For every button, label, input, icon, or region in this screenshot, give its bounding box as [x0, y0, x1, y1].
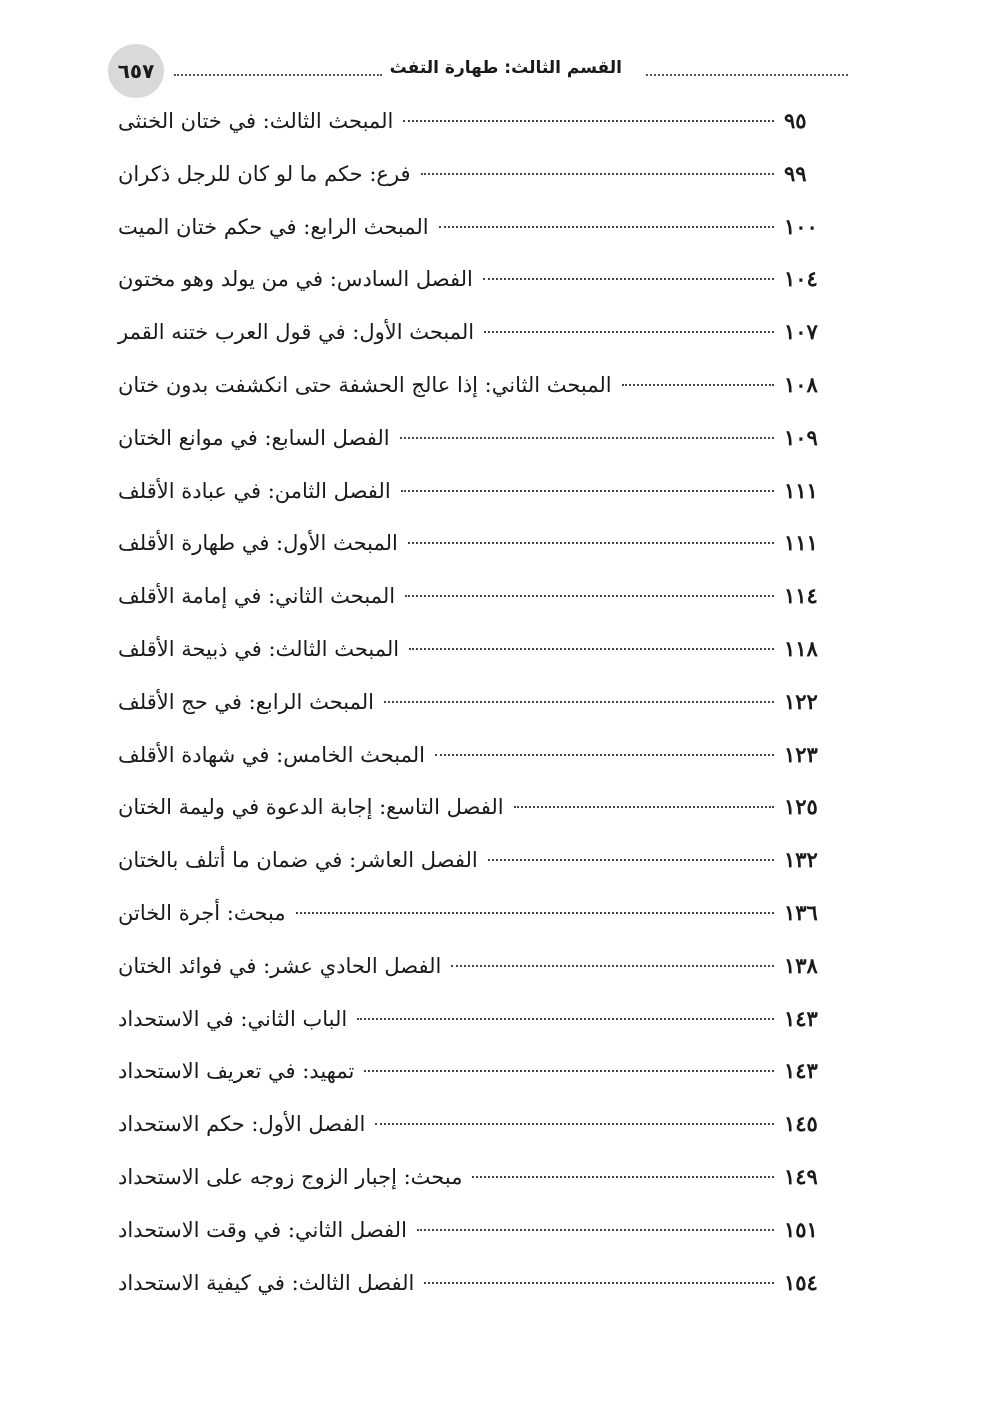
dot-leader	[484, 330, 774, 333]
dot-leader	[409, 647, 774, 650]
toc-entry-page-number: ١٢٣	[784, 741, 818, 767]
toc-entry	[118, 742, 828, 795]
dot-leader	[472, 1175, 774, 1178]
table-of-contents	[118, 108, 828, 1322]
dot-leader	[488, 858, 774, 861]
toc-entry	[118, 689, 828, 742]
dot-leader	[514, 805, 774, 808]
toc-entry-page-number: ١٣٦	[784, 899, 818, 925]
dot-leader	[384, 700, 774, 703]
toc-entry-page-number: ١٤٣	[784, 1005, 818, 1031]
toc-entry	[118, 1006, 828, 1059]
dot-leader	[451, 964, 774, 967]
toc-entry	[118, 794, 828, 847]
toc-entry-page-number: ١٣٨	[784, 952, 818, 978]
toc-entry-title: الفصل الثامن: في عبادة الأقلف	[118, 478, 391, 503]
toc-entry-title: المبحث الثاني: في إمامة الأقلف	[118, 584, 396, 609]
toc-entry	[118, 636, 828, 689]
dot-leader	[403, 119, 774, 122]
toc-entry-page-number: ١٤٩	[784, 1163, 818, 1189]
dot-leader	[364, 1069, 774, 1072]
toc-entry-title: المبحث الثالث: في ذبيحة الأقلف	[118, 636, 400, 661]
dot-leader	[401, 489, 774, 492]
dot-leader	[400, 436, 774, 439]
page-number-badge: ٦٥٧	[108, 44, 164, 98]
toc-entry-title: الباب الثاني: في الاستحداد	[118, 1006, 348, 1031]
toc-entry	[118, 161, 828, 214]
dot-leader	[424, 1281, 774, 1284]
toc-entry-title: المبحث الأول: في قول العرب ختنه القمر	[118, 320, 475, 345]
dot-leader	[405, 594, 774, 597]
toc-entry	[118, 478, 828, 531]
toc-entry-page-number: ١٠٤	[784, 266, 818, 292]
dot-leader	[421, 172, 774, 175]
dot-leader	[417, 1228, 774, 1231]
toc-entry	[118, 953, 828, 1006]
toc-entry-title: المبحث الأول: في طهارة الأقلف	[118, 531, 398, 556]
toc-entry-title: المبحث الثالث: في ختان الخنثى	[118, 109, 394, 133]
toc-entry	[118, 1058, 828, 1111]
toc-entry-title: المبحث الرابع: في حكم ختان الميت	[118, 214, 429, 239]
toc-entry	[118, 214, 828, 267]
running-header	[108, 44, 848, 98]
dot-leader	[483, 277, 774, 280]
dot-leader	[622, 383, 774, 386]
toc-entry	[118, 530, 828, 583]
toc-entry-title: الفصل الأول: حكم الاستحداد	[118, 1112, 366, 1137]
toc-entry	[118, 108, 828, 161]
toc-entry-title: مبحث: أجرة الخاتن	[118, 900, 286, 925]
toc-entry-page-number: ١٠٠	[784, 213, 818, 239]
toc-entry-title: تمهيد: في تعريف الاستحداد	[118, 1059, 355, 1084]
toc-entry-page-number: ١٤٣	[784, 1058, 818, 1084]
toc-entry-title: الفصل الحادي عشر: في فوائد الختان	[118, 953, 442, 978]
toc-entry-page-number: ١٠٩	[784, 424, 818, 450]
dot-leader	[439, 225, 774, 228]
dot-leader	[435, 753, 774, 756]
toc-entry-title: المبحث الثاني: إذا عالج الحشفة حتى انكشفت بدون ختان	[118, 372, 612, 397]
toc-entry-page-number: ١٠٨	[784, 371, 818, 397]
toc-entry	[118, 1217, 828, 1270]
toc-entry-page-number: ١١١	[784, 530, 818, 556]
dot-leader	[375, 1122, 774, 1125]
toc-entry	[118, 847, 828, 900]
toc-entry-page-number: ١١٨	[784, 635, 818, 661]
toc-entry	[118, 425, 828, 478]
toc-entry-title: الفصل السابع: في موانع الختان	[118, 425, 390, 450]
dot-leader	[408, 541, 774, 544]
toc-entry-title: مبحث: إجبار الزوج زوجه على الاستحداد	[118, 1164, 463, 1189]
toc-entry-page-number: ١١٤	[784, 583, 818, 609]
toc-entry	[118, 319, 828, 372]
toc-entry	[118, 372, 828, 425]
toc-entry-page-number: ١٥١	[784, 1216, 818, 1242]
dot-leader	[296, 911, 774, 914]
toc-entry-title: الفصل الثالث: في كيفية الاستحداد	[118, 1270, 415, 1295]
toc-entry-page-number: ١١١	[784, 477, 818, 503]
toc-entry	[118, 1111, 828, 1164]
toc-entry-title: الفصل التاسع: إجابة الدعوة في وليمة الختان	[118, 795, 504, 820]
header-title: القسم الثالث: طهارة التفث	[389, 58, 622, 78]
toc-entry	[118, 583, 828, 636]
dot-leader	[357, 1017, 774, 1020]
toc-entry-page-number: ٩٩	[784, 160, 807, 186]
toc-entry-page-number: ٩٥	[784, 108, 807, 133]
toc-entry-title: فرع: حكم ما لو كان للرجل ذكران	[118, 161, 411, 186]
toc-entry-title: الفصل السادس: في من يولد وهو مختون	[118, 267, 473, 292]
toc-entry-page-number: ١٣٢	[784, 847, 818, 873]
toc-entry-page-number: ١٥٤	[784, 1269, 818, 1295]
toc-entry-title: الفصل الثاني: في وقت الاستحداد	[118, 1217, 407, 1242]
toc-entry-title: الفصل العاشر: في ضمان ما أتلف بالختان	[118, 848, 478, 873]
toc-entry-page-number: ١٤٥	[784, 1111, 818, 1137]
toc-entry	[118, 266, 828, 319]
toc-entry	[118, 1164, 828, 1217]
toc-entry-page-number: ١٢٢	[784, 688, 818, 714]
toc-entry-title: المبحث الخامس: في شهادة الأقلف	[118, 742, 425, 767]
header-dotted-rule-right	[646, 60, 848, 76]
toc-entry	[118, 1270, 828, 1323]
toc-entry-title: المبحث الرابع: في حج الأقلف	[118, 689, 374, 714]
toc-entry-page-number: ١٠٧	[784, 319, 818, 345]
toc-entry-page-number: ١٢٥	[784, 794, 818, 820]
toc-entry	[118, 900, 828, 953]
header-dotted-rule-left	[174, 60, 382, 76]
